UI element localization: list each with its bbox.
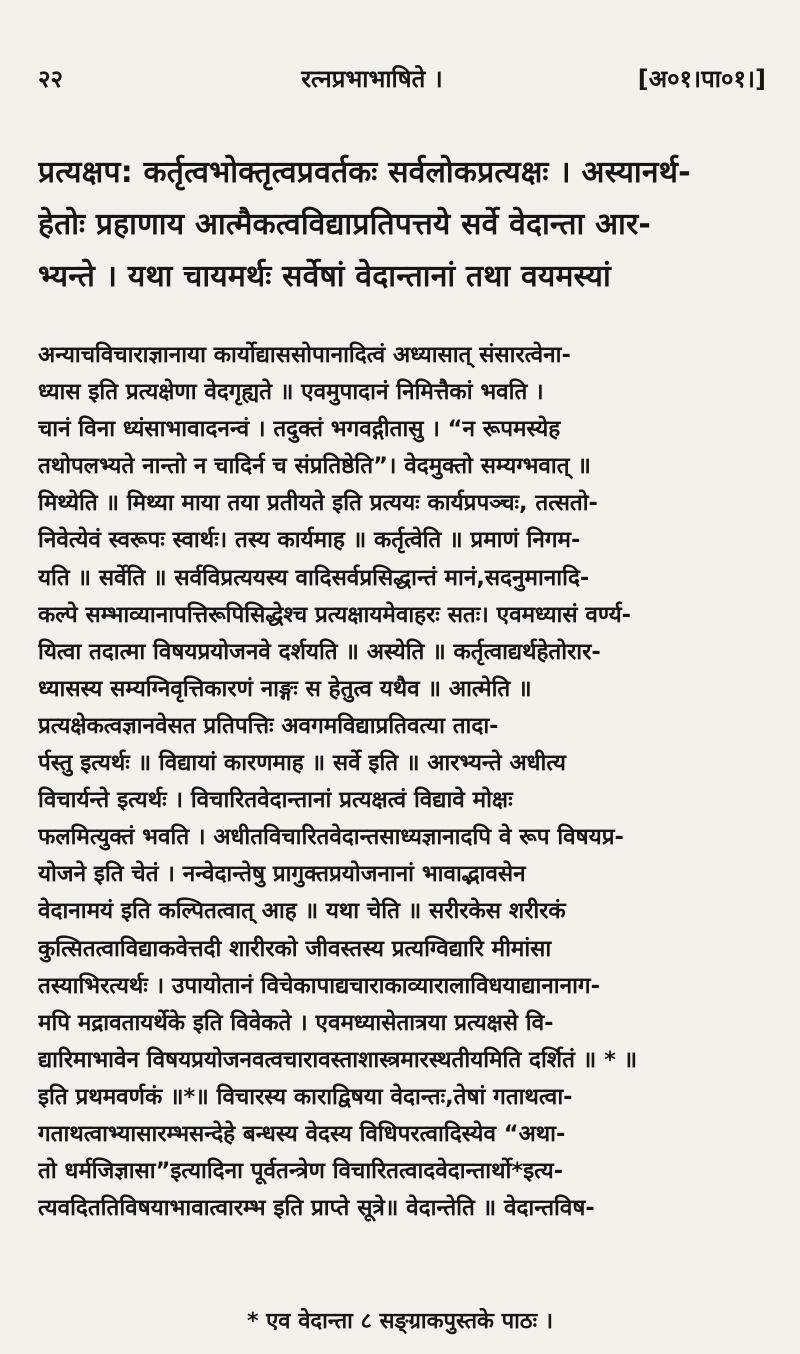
commentary-line: तो धर्मजिज्ञासा”इत्यादिना पूर्वतन्त्रेण विचारितत्वादवेदान्तार्थो*इत्य-: [38, 1158, 564, 1185]
commentary-line: त्यवदिततिविषयाभावात्वारम्भ इति प्राप्ते सूत्रे॥ वेदान्तेति ॥ वेदान्तविष-: [38, 1195, 595, 1222]
commentary-line: इति प्रथमवर्णकं ॥*॥ विचारस्य काराद्विषया वेदान्तः,तेषां गताथत्वा-: [38, 1083, 573, 1110]
page-number: २२: [38, 65, 63, 93]
commentary-line: कल्पे सम्भाव्यानापत्तिरूपिसिद्धेश्च प्रत्यक्षायमेवाहरः सतः। एवमध्यासं वर्ण्य-: [38, 601, 632, 628]
commentary-line: मपि मद्रावतायर्थेके इति विवेकते । एवमध्यासेतात्रया प्रत्यक्षसे वि-: [38, 1009, 554, 1036]
commentary-line: चानं विना ध्यंसाभावादनन्वं । तदुक्तं भगवद्गीतासु । “न रूपमस्येह: [38, 416, 561, 443]
section-reference: [अ०१।पा०१।]: [637, 65, 766, 93]
commentary-line: वेदानामयं इति कल्पितत्वात् आह ॥ यथा चेति ॥ सरीरकेस शरीरकं: [38, 898, 566, 925]
commentary-line: यित्वा तदात्मा विषयप्रयोजनवे दर्शयति ॥ अस्येति ॥ कर्तृत्वाद्यर्थहेतोरार-: [38, 638, 601, 665]
root-text-line: प्रत्यक्षप: कर्तृत्वभोक्तृत्वप्रवर्तकः सर्वलोकप्रत्यक्षः । अस्यानर्थ-: [38, 155, 691, 190]
commentary-line: फलमित्युक्तं भवति । अधीतविचारितवेदान्तसाध्यज्ञानादपि वे रूप विषयप्र-: [38, 824, 624, 851]
commentary-line: योजने इति चेतं । नन्वेदान्तेषु प्रागुक्तप्रयोजनानां भावाद्भावसेन: [38, 861, 526, 888]
commentary-line: द्यारिमाभावेन विषयप्रयोजनवत्वचारावस्ताशास्त्रमारस्थतीयमिति दर्शितं ॥ * ॥: [38, 1046, 638, 1073]
root-text-line: भ्यन्ते । यथा चायमर्थः सर्वेषां वेदान्तानां तथा वयमस्यां: [38, 259, 611, 294]
commentary-line: निवेत्येवं स्वरूपः स्वार्थः। तस्य कार्यमाह ॥ कर्तृत्वेति ॥ प्रमाणं निगम-: [38, 527, 581, 554]
commentary-line: कुत्सितत्वाविद्याकवेत्तदी शारीरको जीवस्तस्य प्रत्यग्विद्यारि मीमांसा: [38, 935, 552, 962]
commentary-line: यति ॥ सर्वेति ॥ सर्वविप्रत्ययस्य वादिसर्वप्रसिद्धान्तं मानं,सदनुमानादि-: [38, 564, 590, 591]
commentary-line: तस्याभिरत्यर्थः । उपायोतानं विचेकापाद्यचाराकाव्यारालाविधयाद्यानानाग-: [38, 972, 600, 999]
running-head: [38, 62, 766, 95]
commentary-line: अन्याचविचाराज्ञानाया कार्योद्याससोपानादित्वं अध्यासात् संसारत्वेना-: [38, 342, 571, 368]
root-text-line: हेतोः प्रहाणाय आत्मैकत्वविद्याप्रतिपत्तये सर्वे वेदान्ता आर-: [38, 207, 652, 242]
commentary-line: ध्यासस्य सम्यग्निवृत्तिकारणं नाङ्गः स हेतुत्व यथैव ॥ आत्मेति ॥: [38, 675, 532, 702]
commentary-line: गताथत्वाभ्यासारम्भसन्देहे बन्धस्य वेदस्य विधिपरत्वादिस्येव “अथा-: [38, 1120, 566, 1147]
commentary-line: र्पस्तु इत्यर्थः ॥ विद्यायां कारणमाह ॥ सर्वे इति ॥ आरभ्यन्ते अधीत्य: [38, 750, 566, 777]
commentary-line: विचार्यन्ते इत्यर्थः । विचारितवेदान्तानां प्रत्यक्षत्वं विद्यावे मोक्षः: [38, 787, 513, 814]
root-text-block: [38, 147, 766, 303]
footnote: * एव वेदान्ता ८ सङ्ग्राकपुस्तके पाठः ।: [246, 1309, 554, 1334]
commentary-line: प्रत्यक्षेकत्वज्ञानवेसत प्रतिपत्तिः अवगमविद्याप्रतिवत्या तादा-: [38, 712, 499, 739]
commentary-line: मिथ्येति ॥ मिथ्या माया तया प्रतीयते इति प्रत्ययः कार्यप्रपञ्चः, तत्सतो-: [38, 490, 598, 517]
running-title: रत्नप्रभाभाषिते ।: [301, 65, 443, 93]
commentary-block: [38, 337, 766, 1227]
commentary-line: ध्यास इति प्रत्यक्षेणा वेदगृह्यते ॥ एवमुपादानं निमित्तैकां भवति ।: [38, 379, 544, 406]
commentary-line: तथोपलभ्यते नान्तो न चादिर्न च संप्रतिष्ठेति”। वेदमुक्तो सम्यग्भवात् ॥: [38, 453, 591, 480]
